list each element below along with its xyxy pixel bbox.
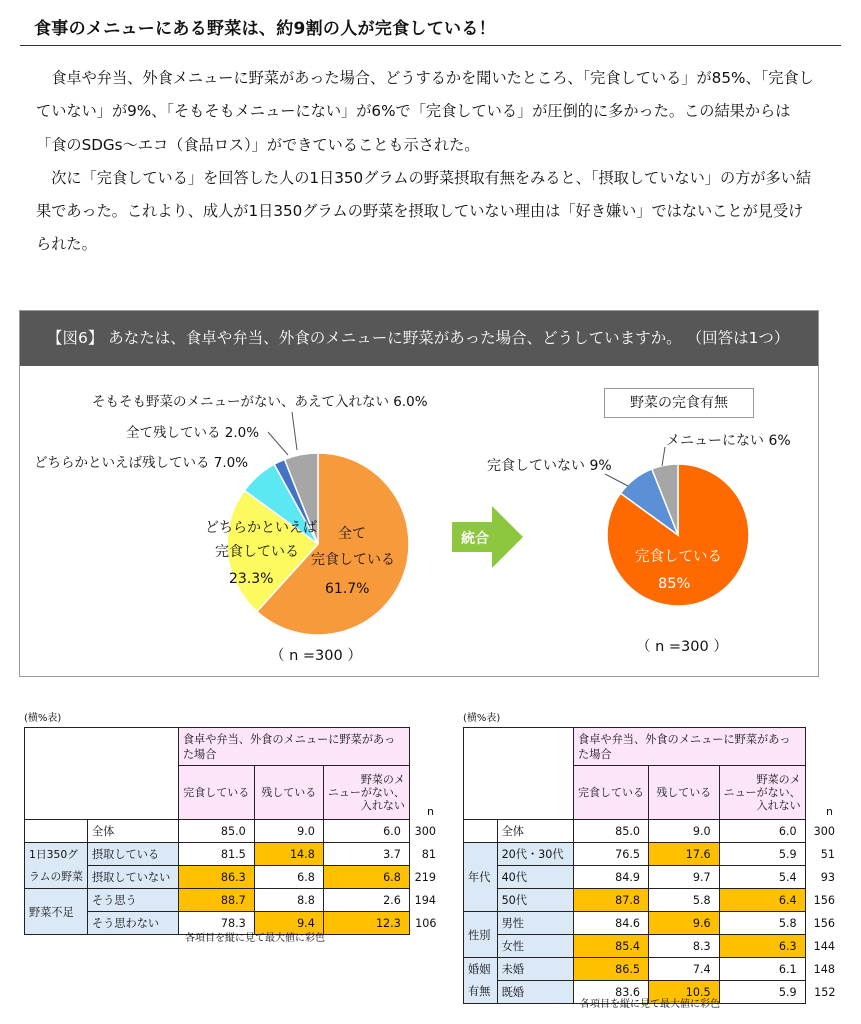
right-pie-label-done: 完食している (635, 549, 722, 565)
row-label: そう思う (87, 889, 178, 912)
pie-label-all-eaten-l1: 全て (338, 526, 366, 542)
right-pie-label-nomenu: メニューにない 6% (666, 433, 791, 449)
row-label: 50代 (497, 889, 573, 912)
pie-label-rather-eaten-l2: 完食している (215, 544, 299, 560)
table-left-unit: (横%表) (24, 713, 62, 724)
col-header-left: 残している (649, 766, 720, 820)
table-row: 女性 85.4 8.3 6.3 144 (464, 935, 838, 958)
right-pie-value-done: 85% (658, 576, 691, 592)
table-left (24, 727, 439, 935)
pie-value-rather-eaten: 23.3% (229, 571, 274, 587)
row-label: 40代 (497, 866, 573, 889)
col-header-nomenu: 野菜のメ ニューがない、 入れない (719, 766, 805, 820)
table-left-note: 各項目を縦に見て最大値に彩色 (185, 933, 325, 944)
group-label: 婚姻 有無 (464, 958, 498, 1004)
row-label: 既婚 (497, 981, 573, 1004)
right-pie-legend: 野菜の完食有無 (604, 388, 754, 418)
pie-label-rather-eaten-l1: どちらかといえば (205, 520, 317, 536)
table-row: 性別 男性 84.6 9.6 5.8 156 (464, 912, 838, 935)
table-row: 全体 85.0 9.0 6.0 300 (464, 820, 838, 843)
row-label: 女性 (497, 935, 573, 958)
table-row (464, 728, 838, 766)
col-header-eaten: 完食している (574, 766, 649, 820)
left-pie-n: （ n =300 ） (270, 648, 362, 664)
table-row: 40代 84.9 9.7 5.4 93 (464, 866, 838, 889)
pie-label-rather-left: どちらかといえば残している 7.0% (34, 455, 249, 471)
row-label: そう思わない (87, 912, 178, 935)
table-row: 1日350グ ラムの野菜 摂取している 81.5 14.8 3.7 81 (25, 843, 439, 866)
col-header-n: n (826, 804, 833, 818)
merge-arrow-label: 統合 (461, 531, 489, 547)
col-header-nomenu: 野菜のメ ニューがない、 入れない (323, 766, 409, 820)
col-header-left: 残している (254, 766, 323, 820)
paragraph-1: 食卓や弁当、外食メニューに野菜があった場合、どうするかを聞いたところ、「完食している」が85%、「完食していない」が9%、「そもそもメニューにない」が6%で「完食している」が圧倒的に多かった。この結果からは「食のSDGs～エコ（食品ロス）」ができていることも示された。 (36, 69, 814, 154)
table-corner (464, 728, 574, 820)
page-heading: 食事のメニューにある野菜は、約9割の人が完食している！ (34, 19, 496, 39)
pie-label-all-eaten-l2: 完食している (311, 552, 395, 568)
table-row: 摂取していない 86.3 6.8 6.8 219 (25, 866, 439, 889)
col-header-eaten: 完食している (178, 766, 254, 820)
row-label: 摂取している (87, 843, 178, 866)
table-row: 既婚 83.6 10.5 5.9 152 (464, 981, 838, 1004)
table-header-main: 食卓や弁当、外食のメニューに野菜があっ た場合 (178, 728, 409, 766)
table-row: 年代 20代・30代 76.5 17.6 5.9 51 (464, 843, 838, 866)
table-right (463, 727, 838, 1004)
table-row: 野菜不足 そう思う 88.7 8.8 2.6 194 (25, 889, 439, 912)
right-pie-label-notdone: 完食していない 9% (487, 458, 612, 474)
table-row: 全体 85.0 9.0 6.0 300 (25, 820, 439, 843)
figure-title: 【図6】 あなたは、食卓や弁当、外食のメニューに野菜があった場合、どうしていますか。 （回答は1つ） (20, 311, 818, 366)
table-corner (25, 728, 179, 820)
group-label: 年代 (464, 843, 498, 912)
row-label: 男性 (497, 912, 573, 935)
row-label: 20代・30代 (497, 843, 573, 866)
table-row: そう思わない 78.3 9.4 12.3 106 (25, 912, 439, 935)
table-header-main: 食卓や弁当、外食のメニューに野菜があっ た場合 (574, 728, 806, 766)
group-label: 1日350グ ラムの野菜 (25, 843, 88, 889)
table-row: 婚姻 有無 未婚 86.5 7.4 6.1 148 (464, 958, 838, 981)
table-row: 50代 87.8 5.8 6.4 156 (464, 889, 838, 912)
leader-line-all-left (268, 432, 288, 455)
table-row (25, 728, 439, 766)
row-label: 全体 (87, 820, 178, 843)
pie-label-none: そもそも野菜のメニューがない、あえて入れない 6.0% (92, 394, 428, 410)
row-label: 全体 (497, 820, 573, 843)
pie-value-all-eaten: 61.7% (325, 581, 370, 597)
group-label: 性別 (464, 912, 498, 958)
col-header-n: n (427, 804, 434, 818)
row-label: 摂取していない (87, 866, 178, 889)
leader-line-nomenu (662, 447, 665, 466)
table-right-note: 各項目を縦に見て最大値に彩色 (580, 999, 720, 1010)
pie-label-all-left: 全て残している 2.0% (126, 425, 260, 441)
leader-line-none (292, 412, 297, 450)
table-right-unit: (横%表) (463, 713, 501, 724)
row-label: 未婚 (497, 958, 573, 981)
leader-line-notdone (605, 474, 628, 486)
paragraph-2: 次に「完食している」を回答した人の1日350グラムの野菜摂取有無をみると、「摂取していない」の方が多い結果であった。これより、成人が1日350グラムの野菜を摂取していない理由は「好き嫌い」ではないことが見受けられた。 (36, 168, 812, 254)
group-label: 野菜不足 (25, 889, 88, 935)
right-pie-n: （ n =300 ） (636, 639, 728, 655)
